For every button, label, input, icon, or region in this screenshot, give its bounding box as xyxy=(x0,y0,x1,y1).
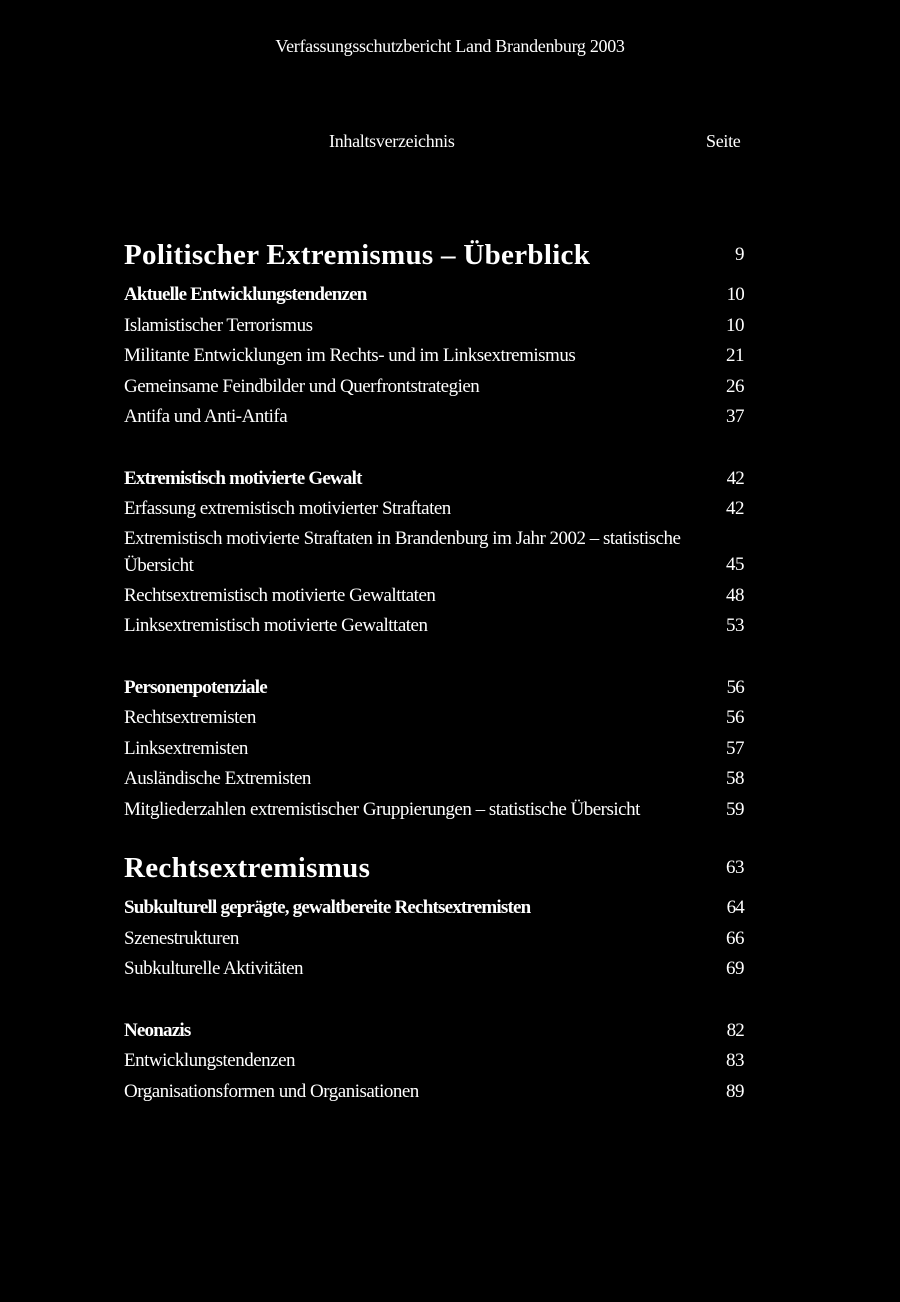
toc-spacer xyxy=(124,642,744,673)
toc-entry[interactable] xyxy=(124,341,744,372)
toc-page-number: 45 xyxy=(726,554,744,575)
toc-page-number: 56 xyxy=(726,707,744,728)
toc-page-number: 66 xyxy=(726,927,744,949)
toc-entry-title: Personenpotenziale xyxy=(124,676,267,698)
toc-page-number: 10 xyxy=(726,314,744,336)
toc-entry[interactable] xyxy=(124,1046,744,1077)
toc-entry[interactable] xyxy=(124,734,744,765)
toc-entry[interactable] xyxy=(124,611,744,642)
toc-page-number: 42 xyxy=(726,498,744,519)
toc-section[interactable] xyxy=(124,1016,744,1047)
toc-entry-title: Islamistischer Terrorismus xyxy=(124,314,313,336)
toc-entry[interactable] xyxy=(124,924,744,955)
toc-entry-title: Subkulturell geprägte, gewaltbereite Rechtsextremisten xyxy=(124,897,531,918)
toc-section[interactable] xyxy=(124,280,744,311)
toc-chapter[interactable] xyxy=(124,845,744,891)
toc-entry-title: Antifa und Anti-Antifa xyxy=(124,406,288,427)
toc-page-number: 58 xyxy=(726,768,744,789)
table-of-contents xyxy=(124,232,744,1107)
toc-entry[interactable] xyxy=(124,525,744,581)
toc-page-number: 53 xyxy=(726,615,744,636)
toc-page-number: 21 xyxy=(726,345,744,366)
toc-spacer xyxy=(124,825,744,845)
toc-entry-title: Extremistisch motivierte Straftaten in Brandenburg im Jahr 2002 – statistische Übersicht xyxy=(124,527,681,576)
toc-entry-title: Gemeinsame Feindbilder und Querfrontstrategien xyxy=(124,375,480,397)
toc-entry-title: Aktuelle Entwicklungstendenzen xyxy=(124,284,367,305)
toc-page-number: 48 xyxy=(726,584,744,606)
toc-page-number: 59 xyxy=(726,798,744,820)
toc-entry-title: Szenestrukturen xyxy=(124,927,239,949)
toc-page-number: 10 xyxy=(726,284,744,305)
toc-entry-title: Entwicklungstendenzen xyxy=(124,1050,296,1071)
toc-entry-title: Ausländische Extremisten xyxy=(124,768,311,789)
toc-entry-title: Extremistisch motivierte Gewalt xyxy=(124,467,362,489)
toc-spacer xyxy=(124,433,744,464)
page-column-heading: Seite xyxy=(706,131,741,151)
toc-page-number: 83 xyxy=(726,1050,744,1071)
toc-section[interactable] xyxy=(124,673,744,704)
toc-page-number: 69 xyxy=(726,958,744,979)
toc-entry-title: Rechtsextremisten xyxy=(124,707,256,728)
toc-entry[interactable] xyxy=(124,581,744,612)
toc-heading: Inhaltsverzeichnis xyxy=(329,131,455,151)
toc-page-number: 26 xyxy=(726,375,744,397)
toc-entry-title: Mitgliederzahlen extremistischer Gruppierungen – statistische Übersicht xyxy=(124,799,640,820)
toc-page-number: 64 xyxy=(726,897,744,918)
toc-entry-title: Erfassung extremistisch motivierter Straftaten xyxy=(124,498,451,519)
toc-entry[interactable] xyxy=(124,764,744,795)
running-title: Verfassungsschutzbericht Land Brandenburg 2003 xyxy=(275,36,625,56)
toc-page-number: 9 xyxy=(735,244,744,265)
toc-entry-title: Rechtsextremistisch motivierte Gewalttaten xyxy=(124,584,436,606)
toc-entry-title: Linksextremistisch motivierte Gewalttaten xyxy=(124,615,428,636)
toc-entry-title: Rechtsextremismus xyxy=(124,852,371,884)
toc-entry[interactable] xyxy=(124,311,744,342)
toc-entry[interactable] xyxy=(124,954,744,985)
toc-chapter[interactable] xyxy=(124,232,744,278)
toc-page-number: 56 xyxy=(726,676,744,698)
toc-page-number: 82 xyxy=(726,1019,744,1041)
toc-entry[interactable] xyxy=(124,703,744,734)
toc-entry-title: Organisationsformen und Organisationen xyxy=(124,1080,419,1102)
toc-section[interactable] xyxy=(124,893,744,924)
toc-page-number: 37 xyxy=(726,406,744,427)
toc-spacer xyxy=(124,985,744,1016)
toc-entry[interactable] xyxy=(124,494,744,525)
toc-entry-title: Subkulturelle Aktivitäten xyxy=(124,958,304,979)
toc-entry[interactable] xyxy=(124,795,744,826)
toc-section[interactable] xyxy=(124,464,744,495)
toc-entry[interactable] xyxy=(124,1077,744,1108)
toc-entry-title: Linksextremisten xyxy=(124,737,248,759)
toc-page-number: 57 xyxy=(726,737,744,759)
toc-page-number: 42 xyxy=(726,467,744,489)
toc-entry[interactable] xyxy=(124,402,744,433)
toc-entry-title: Militante Entwicklungen im Rechts- und im Linksextremismus xyxy=(124,345,576,366)
toc-page-number: 63 xyxy=(726,857,744,878)
toc-entry-title: Neonazis xyxy=(124,1019,191,1041)
toc-entry-title: Politischer Extremismus – Überblick xyxy=(124,239,591,271)
toc-page-number: 89 xyxy=(726,1080,744,1102)
toc-entry[interactable] xyxy=(124,372,744,403)
